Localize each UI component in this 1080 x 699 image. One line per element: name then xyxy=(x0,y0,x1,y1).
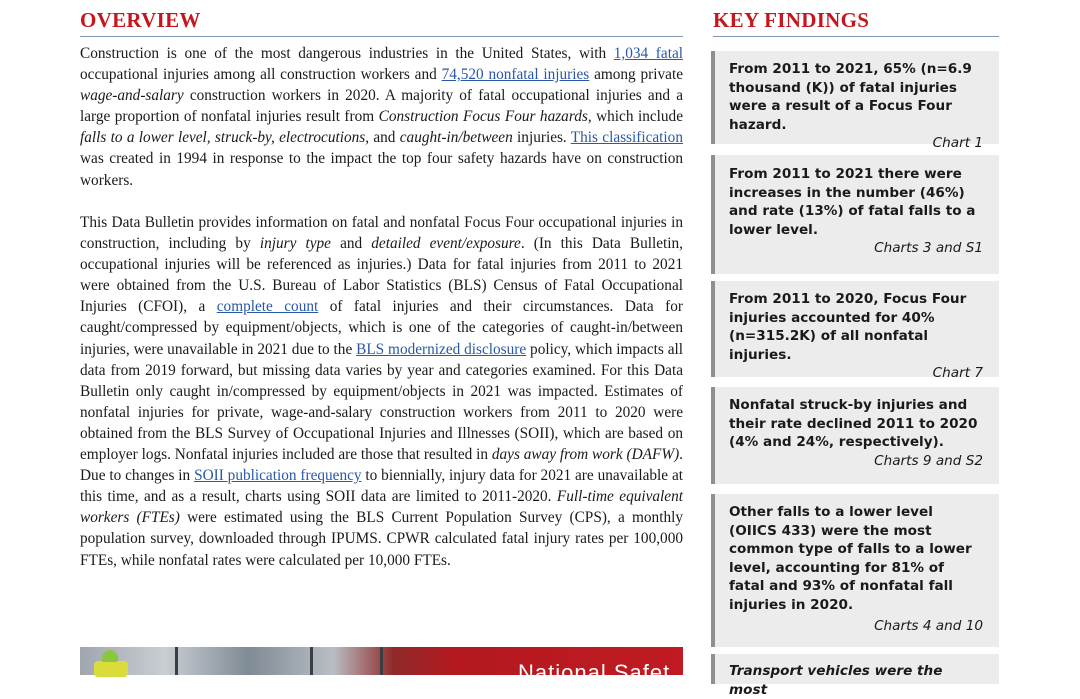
finding-card xyxy=(711,387,999,484)
classification-link[interactable]: This classification xyxy=(570,129,683,147)
finding-card xyxy=(711,51,999,152)
finding-text: From 2011 to 2020, Focus Four injuries accounted for 40% (n=315.2K) of all nonfatal injuries. xyxy=(729,291,967,363)
chart-reference: Chart 1 xyxy=(932,135,983,152)
safety-banner-text: National Safet xyxy=(518,660,671,685)
finding-text: From 2011 to 2021, 65% (n=6.9 thousand (K)) of fatal injuries were a result of a Focus Four hazard. xyxy=(729,61,972,133)
overview-divider xyxy=(80,36,683,37)
worker-hardhat xyxy=(102,650,118,662)
chart-reference: Charts 3 and S1 xyxy=(874,240,983,257)
finding-text: From 2011 to 2021 there were increases in the number (46%) and rate (13%) of fatal falls to a lower level. xyxy=(729,166,976,238)
finding-text: Transport vehicles were the most xyxy=(729,663,943,698)
worker-safety-vest xyxy=(94,661,128,677)
chart-reference: Chart 7 xyxy=(932,365,983,382)
chart-reference: Charts 9 and S2 xyxy=(874,452,983,469)
bls-disclosure-link[interactable]: BLS modernized disclosure xyxy=(356,340,527,358)
nonfatal-injuries-link[interactable]: 74,520 nonfatal injuries xyxy=(441,66,590,84)
finding-text: Other falls to a lower level (OIICS 433) were the most common type of falls to a lower level, accounting for 81% of fatal and 93% of nonfatal fall injuries in 2020. xyxy=(729,504,972,613)
scaffold-pole xyxy=(175,647,178,675)
finding-card xyxy=(711,654,999,698)
key-findings-divider xyxy=(713,36,999,37)
finding-card xyxy=(711,281,999,382)
soii-frequency-link[interactable]: SOII publication frequency xyxy=(194,467,362,485)
finding-card xyxy=(711,155,999,274)
complete-count-link[interactable]: complete count xyxy=(216,298,319,316)
key-findings-heading: KEY FINDINGS xyxy=(713,8,870,32)
overview-paragraph-2: This Data Bulletin provides information on fatal and nonfatal Focus Four occupational injuries in construction, including by injury type and detailed event/exposure. (In this Data Bulletin, occupational injuries will be referenced as injuries.) Data for fatal injuries from 2011 to 2021 were obtained from the U.S. Bureau of Labor Statistics (BLS) Census of Fatal Occupational Injuries (CFOI), a complete count of fatal injuries and their circumstances. Data for caught/compressed by equipment/objects, which is one of the categories of caught-in/between injuries, were unavailable in 2021 due to the BLS modernized disclosure policy, which impacts all data from 2019 forward, but missing data varies by year and categories examined. For this Data Bulletin only caught in/compressed by equipment/objects in 2021 was impacted. Estimates of nonfatal injuries for private, wage-and-salary construction workers from 2011 to 2020 were obtained from the BLS Survey of Occupational Injuries and Illnesses (SOII), which are based on employer logs. Nonfatal injuries included are those that resulted in days away from work (DAFW). Due to changes in SOII publication frequency to biennially, injury data for 2021 are unavailable at this time, and as a result, charts using SOII data are limited to 2011-2020. Full-time equivalent workers (FTEs) were estimated using the BLS Current Population Survey (CPS), a monthly population survey, downloaded through IPUMS. CPWR calculated fatal injury rates per 100,000 FTEs, while nonfatal rates were calculated per 10,000 FTEs. xyxy=(80,214,683,569)
chart-reference: Charts 4 and 10 xyxy=(874,617,983,634)
overview-paragraph-1: Construction is one of the most dangerous industries in the United States, with 1,034 fatal occupational injuries among all construction workers and 74,520 nonfatal injuries among private wage-and-salary construction workers in 2020. A majority of fatal occupational injuries and a large proportion of nonfatal injuries result from Construction Focus Four hazards, which include falls to a lower level, struck-by, electrocutions, and caught-in/between injuries. This classification was created in 1994 in response to the impact the top four safety hazards have on construction workers. xyxy=(80,45,683,189)
overview-heading: OVERVIEW xyxy=(80,8,201,32)
scaffold-pole xyxy=(310,647,313,675)
finding-text: Nonfatal struck-by injuries and their rate declined 2011 to 2020 (4% and 24%, respectively). xyxy=(729,397,978,451)
construction-worker-photo xyxy=(80,647,683,685)
finding-card xyxy=(711,494,999,647)
scaffold-pole xyxy=(380,647,383,675)
fatal-injuries-link[interactable]: 1,034 fatal xyxy=(613,45,683,62)
